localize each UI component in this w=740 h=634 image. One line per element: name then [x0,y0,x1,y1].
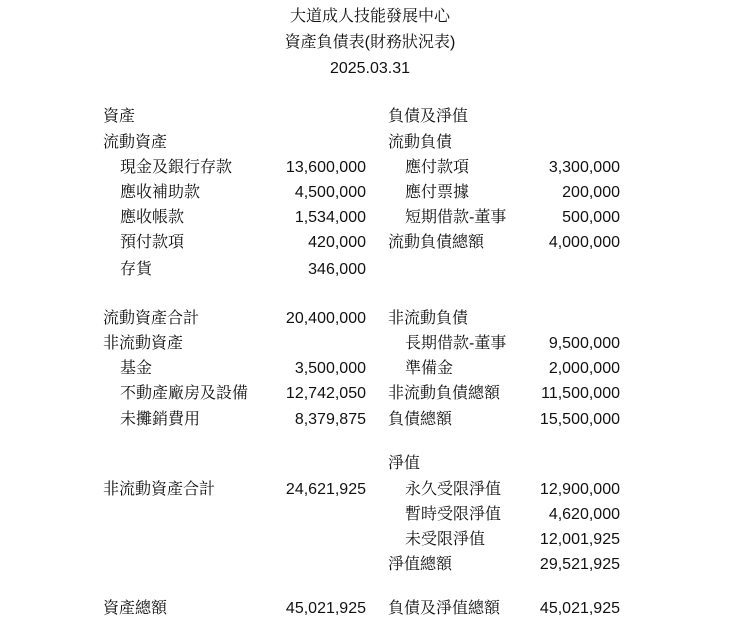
asset-item-label: 現金及銀行存款 [120,159,233,176]
liability-item-label: 應付款項 [405,159,470,176]
net-asset-item-value: 12,900,000 [539,481,620,498]
asset-item-label: 存貨 [120,261,153,278]
current-liabilities-total-label: 流動負債總額 [388,234,485,251]
asset-item-label: 應收補助款 [120,184,201,201]
noncurrent-liabilities-total-value: 11,500,000 [541,385,620,402]
noncurrent-liabilities-heading: 非流動負債 [388,310,469,327]
assets-heading: 資產 [103,108,136,125]
net-assets-total-value: 29,521,925 [539,556,620,573]
asset-item-label: 應收帳款 [120,209,185,226]
liability-item-value: 200,000 [562,184,620,201]
noncurrent-assets-total-label: 非流動資產合計 [103,481,216,498]
asset-item-value: 13,600,000 [285,159,366,176]
asset-item-label: 預付款項 [120,234,185,251]
liabilities-equity-heading: 負債及淨值 [388,108,469,125]
asset-item-value: 346,000 [308,261,366,278]
noncurrent-assets-heading: 非流動資產 [103,335,184,352]
liability-item-value: 2,000,000 [548,360,620,377]
asset-item-value: 420,000 [308,234,366,251]
net-asset-item-label: 暫時受限淨值 [405,506,502,523]
total-liabilities-value: 15,500,000 [539,411,620,428]
net-assets-heading: 淨值 [388,455,421,472]
asset-item-label: 基金 [120,360,153,377]
asset-item-value: 3,500,000 [294,360,366,377]
current-liabilities-heading: 流動負債 [388,134,453,151]
total-liabilities-equity-label: 負債及淨值總額 [388,600,501,617]
current-liabilities-total-value: 4,000,000 [548,234,620,251]
liability-item-value: 500,000 [562,209,620,226]
liability-item-value: 3,300,000 [548,159,620,176]
noncurrent-liabilities-total-label: 非流動負債總額 [388,385,501,402]
net-asset-item-value: 4,620,000 [548,506,620,523]
current-assets-total-label: 流動資產合計 [103,310,200,327]
current-assets-heading: 流動資產 [103,134,168,151]
liability-item-label: 短期借款-董事 [405,209,507,226]
total-liabilities-label: 負債總額 [388,411,453,428]
total-assets-value: 45,021,925 [285,600,366,617]
net-asset-item-label: 永久受限淨值 [405,481,502,498]
net-asset-item-value: 12,001,925 [539,531,620,548]
statement-title: 資產負債表(財務狀況表) [284,34,456,51]
liability-item-value: 9,500,000 [548,335,620,352]
noncurrent-assets-total-value: 24,621,925 [285,481,366,498]
total-liabilities-equity-value: 45,021,925 [539,600,620,617]
total-assets-label: 資產總額 [103,600,168,617]
asset-item-value: 8,379,875 [294,411,366,428]
current-assets-total-value: 20,400,000 [285,310,366,327]
organization-name: 大道成人技能發展中心 [289,8,450,25]
asset-item-label: 未攤銷費用 [120,411,201,428]
liability-item-label: 長期借款-董事 [405,335,507,352]
asset-item-value: 1,534,000 [294,209,366,226]
liability-item-label: 應付票據 [405,184,470,201]
liability-item-label: 準備金 [405,360,454,377]
net-assets-total-label: 淨值總額 [388,556,453,573]
net-asset-item-label: 未受限淨值 [405,531,486,548]
asset-item-value: 4,500,000 [294,184,366,201]
statement-date: 2025.03.31 [329,60,411,77]
asset-item-value: 12,742,050 [285,385,366,402]
asset-item-label: 不動產廠房及設備 [120,385,249,402]
